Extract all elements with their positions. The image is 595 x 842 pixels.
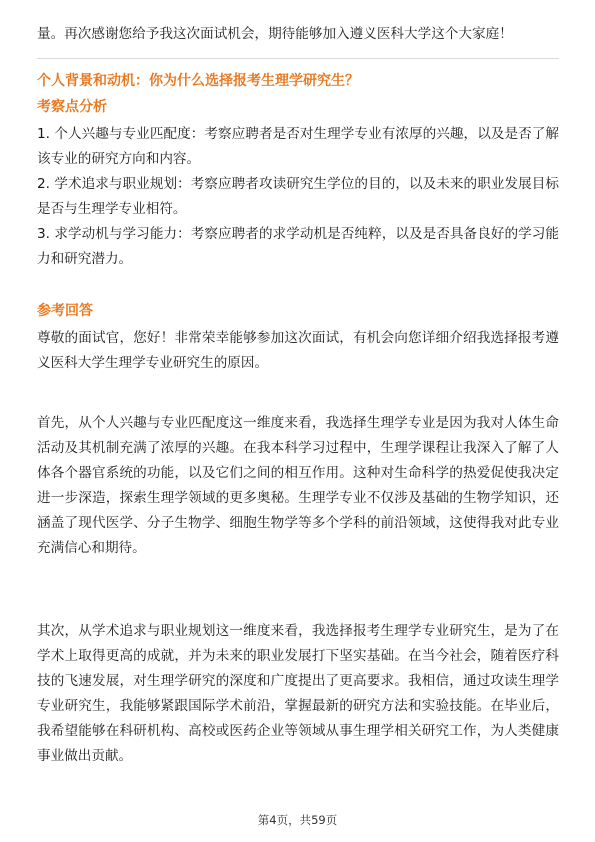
answer-paragraph [37,326,559,376]
intro-tail [37,22,559,47]
section-divider [37,58,559,59]
answer-heading [37,300,559,322]
analysis-list [37,122,559,272]
analysis-item: 1. 个人兴趣与专业匹配度：考察应聘者是否对生理学专业有浓厚的兴趣，以及是否了解该专业的研究方向和内容。 [37,126,559,167]
question-title: 个人背景和动机：你为什么选择报考生理学研究生？ [37,73,359,89]
analysis-item: 3. 求学动机与学习能力：考察应聘者的求学动机是否纯粹，以及是否具备良好的学习能力和研究潜力。 [37,226,559,267]
answer-paragraph-text: 尊敬的面试官，您好！非常荣幸能够参加这次面试，有机会向您详细介绍我选择报考遵义医科大学生理学专业研究生的原因。 [37,330,559,371]
answer-paragraph [37,411,559,561]
analysis-item: 2. 学术追求与职业规划：考察应聘者攻读研究生学位的目的，以及未来的职业发展目标是否与生理学专业相符。 [37,176,559,217]
answer-paragraph [37,619,559,769]
analysis-heading-text: 考察点分析 [37,99,107,115]
analysis-heading [37,96,559,118]
answer-paragraph-text: 首先，从个人兴趣与专业匹配度这一维度来看，我选择生理学专业是因为我对人体生命活动及其机制充满了浓厚的兴趣。在我本科学习过程中，生理学课程让我深入了解了人体各个器官系统的功能，以及它们之间的相互作用。这种对生命科学的热爱促使我决定进一步深造，探索生理学领域的更多奥秘。生理学专业不仅涉及基础的生物学知识，还涵盖了现代医学、分子生物学、细胞生物学等多个学科的前沿领域，这使得我对此专业充满信心和期待。 [37,415,559,556]
intro-tail-text: 量。再次感谢您给予我这次面试机会，期待能够加入遵义医科大学这个大家庭！ [37,26,513,42]
page-number: 第4页，共59页 [257,813,338,827]
answer-paragraph-text: 其次，从学术追求与职业规划这一维度来看，我选择报考生理学专业研究生，是为了在学术上取得更高的成就，并为未来的职业发展打下坚实基础。在当今社会，随着医疗科技的飞速发展，对生理学研究的深度和广度提出了更高要求。我相信，通过攻读生理学专业研究生，我能够紧跟国际学术前沿，掌握最新的研究方法和实验技能。在毕业后，我希望能够在科研机构、高校或医药企业等领域从事生理学相关研究工作，为人类健康事业做出贡献。 [37,623,559,764]
question-heading [37,70,559,92]
answer-heading-text: 参考回答 [37,303,93,319]
